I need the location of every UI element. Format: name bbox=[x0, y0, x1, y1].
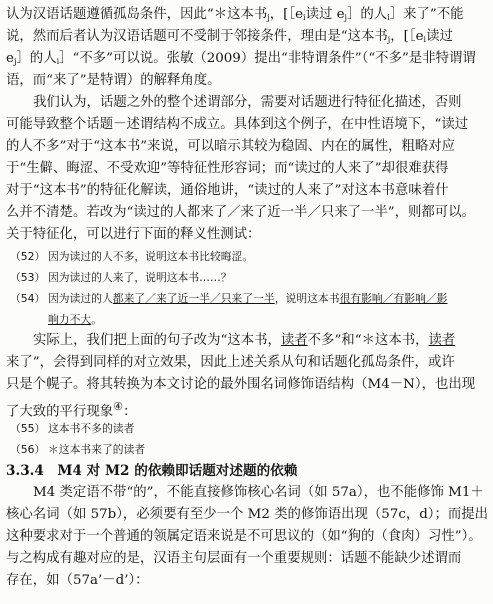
text-line: 语，而“来了”是特谓）的解释角度。 bbox=[6, 73, 221, 88]
example-list-52-54 bbox=[6, 246, 488, 330]
text-line: 与之构成有趣对应的是，汉语主句层面有一个重要规则：话题不能缺少述谓而 bbox=[6, 551, 462, 566]
example-52: （52） 因为读过的人不多，说明这本书比较晦涩。 bbox=[6, 246, 488, 267]
paragraph-2 bbox=[6, 92, 488, 246]
text-line: 可能导致整个话题－述谓结构不成立。具体到这个例子，在中性语境下，“读过 bbox=[6, 117, 469, 132]
text-line: 核心名词（如 57b），必须要有至少一个 M2 类的修饰语出现（57c，d）；而提出 bbox=[6, 507, 488, 522]
section-heading: 3.3.4 M4 对 M2 的依赖即话题对述题的依赖 bbox=[6, 463, 298, 479]
example-54-continued: 响力不大。 bbox=[48, 313, 102, 326]
text-line: 我们认为，话题之外的整个述谓部分，需要对话题进行特征化描述，否则 bbox=[33, 95, 462, 110]
text-line: 这种要求对于一个普通的领属定语来说是不可思议的（如“狗的（食肉）习性”）。 bbox=[6, 529, 482, 544]
paragraph-1 bbox=[6, 4, 488, 92]
footnote-marker[interactable]: ④ bbox=[113, 400, 124, 413]
text-line: 说，然而后者认为汉语话题可不受制于邻接条件，理由是“这本书$_j$，[$[e_i$读过 bbox=[6, 29, 453, 44]
text-line: M4 类定语不带“的”，不能直接修饰核心名词（如 57a），也不能修饰 M1＋ bbox=[33, 485, 484, 500]
paragraph-3 bbox=[6, 330, 488, 418]
text-line: 的人不多”对于“这本书”来说，可以暗示其较为稳固、内在的属性，粗略对应 bbox=[6, 139, 456, 154]
example-number: （54） bbox=[10, 292, 46, 305]
text-line: 存在，如（57a’－d’）： bbox=[6, 573, 149, 588]
text-line: 实际上，我们把上面的句子改为“这本书，读者不多”和“＊这本书，读者 bbox=[33, 333, 456, 348]
example-number: （52） bbox=[10, 250, 46, 263]
text-line: 来了”，会得到同样的对立效果，因此上述关系从句和话题化孤岛条件，或许 bbox=[6, 355, 455, 370]
example-number: （53） bbox=[10, 271, 46, 284]
example-54: （54） 因为读过的人都来了／来了近一半／只来了一半，说明这本书很有影响／有影响／影 bbox=[6, 288, 488, 309]
example-53: （53） 因为读过的人来了，说明这本书……？ bbox=[6, 267, 488, 288]
text-line: 于“生僻、晦涩、不受欢迎”等特征性形容词；而“读过的人来了”却很难获得 bbox=[6, 161, 449, 176]
paragraph-4 bbox=[6, 482, 488, 592]
text-line: 关于特征化，可以进行下面的释义性测试： bbox=[6, 227, 261, 242]
text-line: 了大致的平行现象④： bbox=[6, 400, 137, 418]
example-number: （55） bbox=[10, 422, 46, 435]
example-number: （56） bbox=[10, 443, 46, 456]
example-list-55-56 bbox=[6, 418, 488, 460]
text-line: 对于“这本书”的特征化解读，通俗地讲，“读过的人来了”对这本书意味着什 bbox=[6, 183, 449, 198]
text-line: 认为汉语话题遵循孤岛条件，因此“＊这本书$_j$，[$[e_i$读过 $e_j]$的人$_i$］来了”不能 bbox=[6, 7, 464, 22]
example-56: （56） ＊这本书来了的读者 bbox=[6, 439, 488, 460]
text-line: 只是个幌子。将其转换为本文讨论的最外围名词修饰语结构（M4－N），也出现 bbox=[6, 377, 476, 392]
text-line: $e_j]$的人$_i$］“不多”可以说。张敏（2009）提出“非特谓条件”（“不多”是非特谓谓 bbox=[6, 51, 476, 66]
example-55: （55） 这本书不多的读者 bbox=[6, 418, 488, 439]
text-line: 么并不清楚。若改为“读过的人都来了／来了近一半／只来了一半”，则都可以。 bbox=[6, 205, 475, 220]
